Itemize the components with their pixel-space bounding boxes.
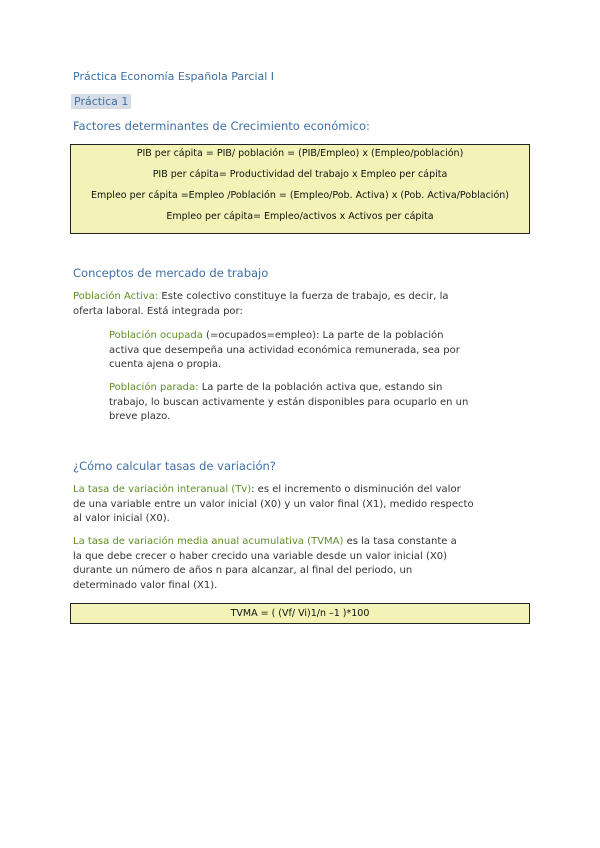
formula-line-1: PIB per cápita = PIB/ población = (PIB/Empleo) x (Empleo/población) xyxy=(136,148,464,159)
growth-formulas-box xyxy=(70,144,530,234)
annual-rate-paragraph: La tasa de variación interanual (Tv): es el incremento o disminución del valor de una variable entre un valor inicial (X0) y un valor final (X1), medido respecto al valor inicial (X0). xyxy=(73,484,474,524)
unemployed-population-term: Población parada: xyxy=(109,382,199,393)
tvma-term: La tasa de variación media anual acumulativa (TVMA) xyxy=(73,536,344,547)
annual-rate-term: La tasa de variación interanual (Tv) xyxy=(73,484,252,495)
active-population-paragraph: Población Activa: Este colectivo constituye la fuerza de trabajo, es decir, la oferta laboral. Está integrada por: xyxy=(73,291,449,317)
variation-rates-heading: ¿Cómo calcular tasas de variación? xyxy=(73,459,276,473)
unemployed-population-paragraph: Población parada: La parte de la población activa que, estando sin trabajo, lo buscan activamente y están disponibles para ocuparlo en un breve plazo. xyxy=(109,382,469,422)
employed-population-term: Población ocupada xyxy=(109,330,203,341)
tvma-formula: TVMA = ( (Vf/ Vi)1/n –1 )*100 xyxy=(230,608,370,619)
employed-population-paragraph: Población ocupada (=ocupados=empleo): La parte de la población activa que desempeña una actividad económica remunerada, sea por cuenta ajena o propia. xyxy=(109,330,460,370)
formula-line-4: Empleo per cápita= Empleo/activos x Activos per cápita xyxy=(166,211,434,222)
document-title: Práctica Economía Española Parcial I xyxy=(73,70,275,83)
active-population-term: Población Activa: xyxy=(73,291,159,302)
tvma-formula-box xyxy=(70,603,530,624)
growth-factors-heading: Factores determinantes de Crecimiento económico: xyxy=(73,119,370,133)
formula-line-3: Empleo per cápita =Empleo /Población = (Empleo/Pob. Activa) x (Pob. Activa/Población) xyxy=(91,190,509,201)
tvma-paragraph: La tasa de variación media anual acumulativa (TVMA) es la tasa constante a la que debe crecer o haber crecido una variable desde un valor inicial (X0) durante un número de años n para alcanzar, al final del periodo, un determinado valor final (X1). xyxy=(73,536,457,591)
formula-line-2: PIB per cápita= Productividad del trabajo x Empleo per cápita xyxy=(152,169,448,180)
labor-market-heading: Conceptos de mercado de trabajo xyxy=(73,266,269,280)
practice-subtitle: Práctica 1 xyxy=(71,94,131,109)
